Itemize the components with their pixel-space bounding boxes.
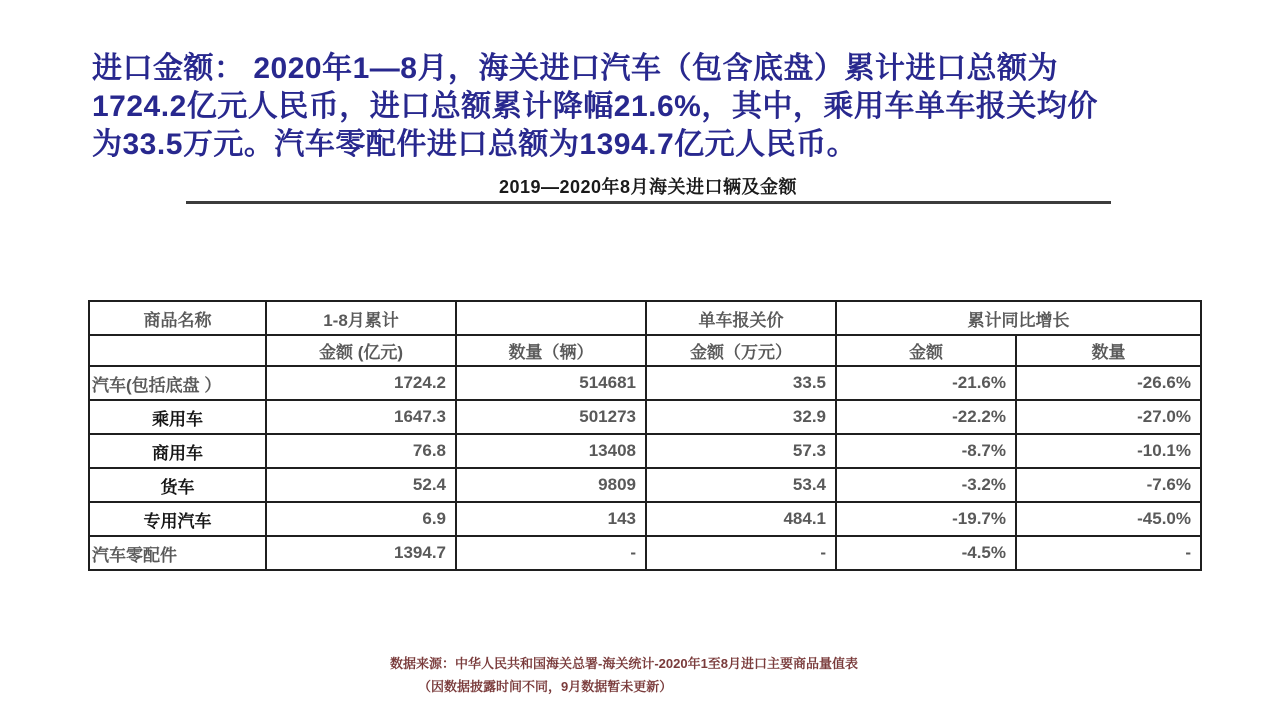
cell-yoy-quantity: -27.0%: [1016, 400, 1201, 434]
cell-unit-price: 484.1: [646, 502, 836, 536]
page-title-line-3: 为33.5万元。汽车零配件进口总额为1394.7亿元人民币。: [92, 128, 858, 161]
data-source-note: [390, 652, 858, 698]
header-jan-aug-cumulative: 1-8月累计: [266, 301, 456, 335]
row-label: 汽车(包括底盘 ）: [89, 366, 266, 400]
subheader-amount-100m-yuan: 金额 (亿元): [266, 335, 456, 366]
import-data-table: [88, 300, 1202, 571]
table-row-special-purpose-vehicles: [89, 502, 1201, 536]
header-row-2: [89, 335, 1201, 366]
cell-yoy-quantity: -45.0%: [1016, 502, 1201, 536]
table-row-passenger-cars: [89, 400, 1201, 434]
cell-quantity: 9809: [456, 468, 646, 502]
row-label: 乘用车: [89, 400, 266, 434]
table-title: 2019—2020年8月海关进口辆及金额: [498, 177, 798, 197]
cell-yoy-quantity: -26.6%: [1016, 366, 1201, 400]
header-empty-cell: [456, 301, 646, 335]
table-row-trucks: [89, 468, 1201, 502]
cell-unit-price: 53.4: [646, 468, 836, 502]
cell-unit-price: 32.9: [646, 400, 836, 434]
cell-yoy-quantity: -: [1016, 536, 1201, 570]
cell-amount: 6.9: [266, 502, 456, 536]
header-unit-declared-price: 单车报关价: [646, 301, 836, 335]
cell-amount: 52.4: [266, 468, 456, 502]
subheader-yoy-amount: 金额: [836, 335, 1016, 366]
cell-yoy-amount: -8.7%: [836, 434, 1016, 468]
cell-unit-price: -: [646, 536, 836, 570]
page-title-line-1: 进口金额： 2020年1—8月，海关进口汽车（包含底盘）累计进口总额为: [92, 52, 1058, 85]
cell-yoy-quantity: -10.1%: [1016, 434, 1201, 468]
cell-quantity: -: [456, 536, 646, 570]
cell-quantity: 13408: [456, 434, 646, 468]
row-label: 专用汽车: [89, 502, 266, 536]
row-label: 商用车: [89, 434, 266, 468]
subheader-yoy-quantity: 数量: [1016, 335, 1201, 366]
cell-quantity: 143: [456, 502, 646, 536]
cell-amount: 1724.2: [266, 366, 456, 400]
source-line-2: （因数据披露时间不同，9月数据暂未更新）: [418, 679, 673, 694]
header-row-1: [89, 301, 1201, 335]
table-row-commercial-vehicles: [89, 434, 1201, 468]
cell-unit-price: 57.3: [646, 434, 836, 468]
header-product-name: 商品名称: [89, 301, 266, 335]
cell-quantity: 501273: [456, 400, 646, 434]
page-title-line-2: 1724.2亿元人民币，进口总额累计降幅21.6%，其中，乘用车单车报关均价: [92, 90, 1098, 123]
cell-yoy-amount: -3.2%: [836, 468, 1016, 502]
row-label: 汽车零配件: [89, 536, 266, 570]
subheader-quantity-units: 数量（辆）: [456, 335, 646, 366]
cell-yoy-quantity: -7.6%: [1016, 468, 1201, 502]
cell-yoy-amount: -21.6%: [836, 366, 1016, 400]
cell-yoy-amount: -4.5%: [836, 536, 1016, 570]
cell-unit-price: 33.5: [646, 366, 836, 400]
source-line-1: 数据来源：中华人民共和国海关总署-海关统计-2020年1至8月进口主要商品量值表: [390, 656, 859, 671]
cell-amount: 76.8: [266, 434, 456, 468]
table-body: [89, 366, 1201, 570]
cell-yoy-amount: -22.2%: [836, 400, 1016, 434]
row-label: 货车: [89, 468, 266, 502]
cell-amount: 1647.3: [266, 400, 456, 434]
subheader-amount-10k-yuan: 金额（万元）: [646, 335, 836, 366]
table-header: [89, 301, 1201, 366]
cell-amount: 1394.7: [266, 536, 456, 570]
table-row-autos-incl-chassis: [89, 366, 1201, 400]
table-row-auto-parts: [89, 536, 1201, 570]
cell-yoy-amount: -19.7%: [836, 502, 1016, 536]
header-cumulative-yoy-growth: 累计同比增长: [836, 301, 1201, 335]
subheader-empty-cell: [89, 335, 266, 366]
cell-quantity: 514681: [456, 366, 646, 400]
page-title: [92, 50, 1202, 164]
table-title-underline: [186, 201, 1111, 204]
